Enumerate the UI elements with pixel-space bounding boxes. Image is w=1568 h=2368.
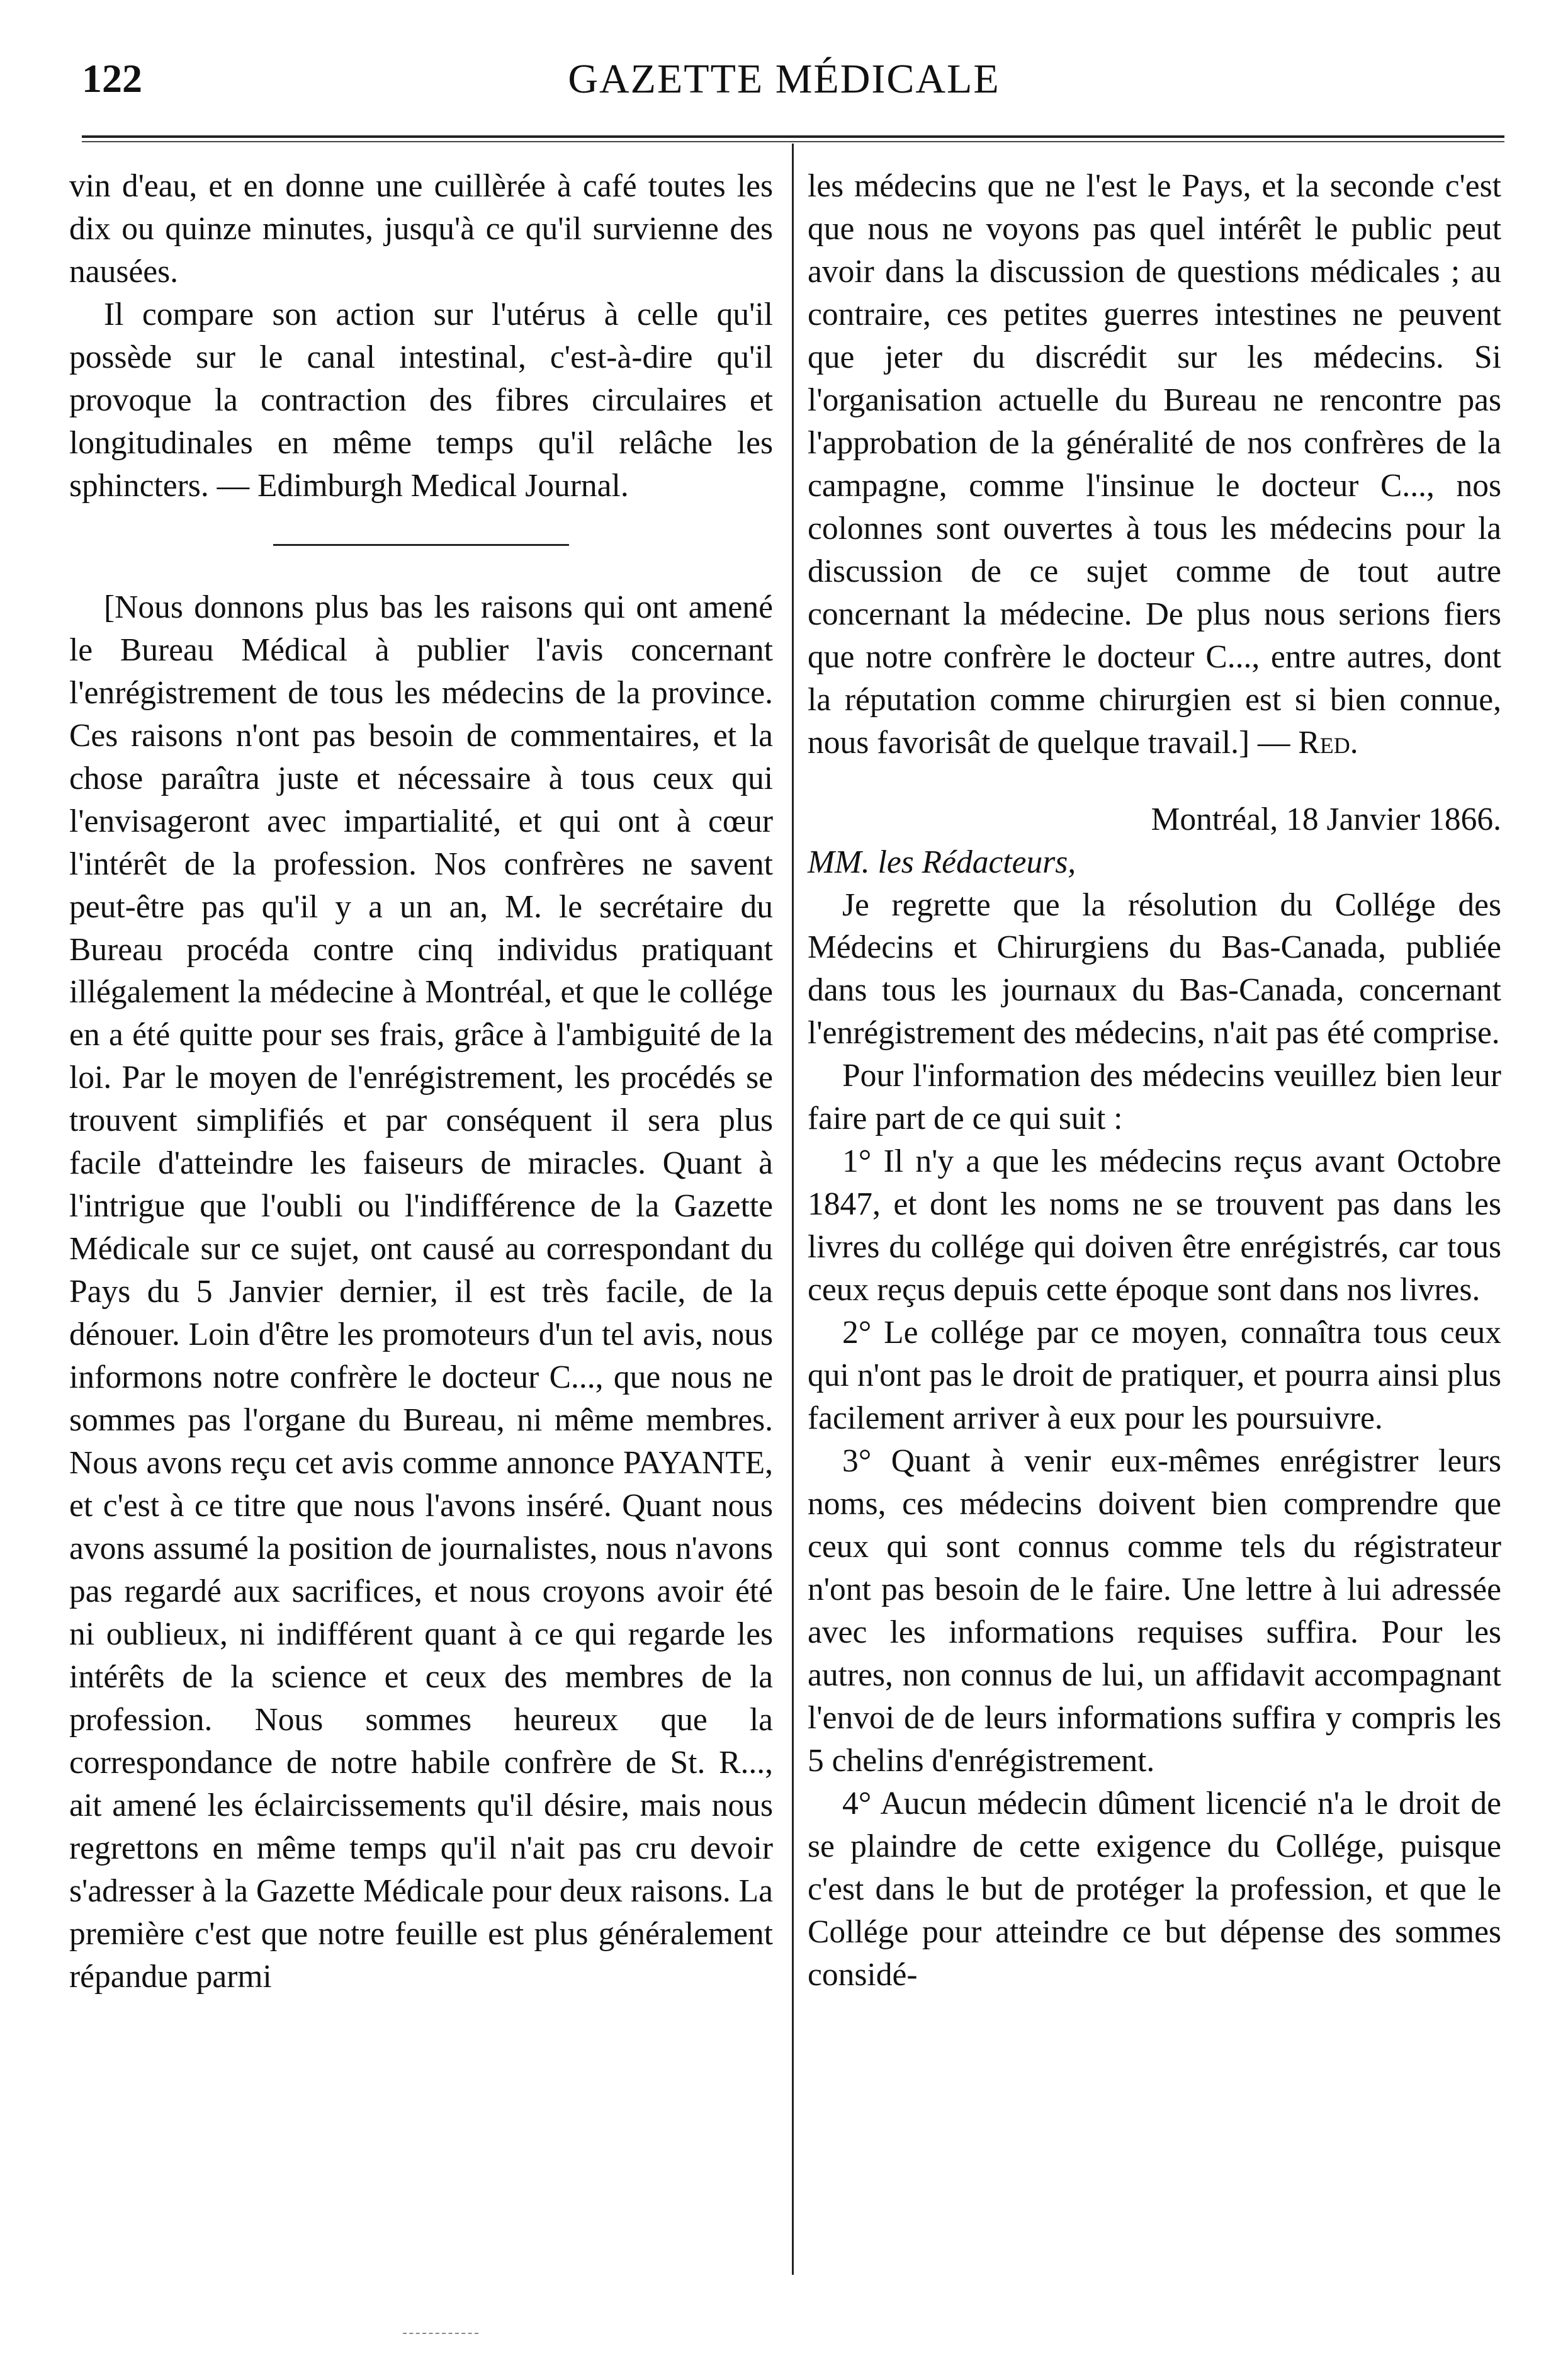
footer-mark xyxy=(403,2333,478,2334)
running-title: GAZETTE MÉDICALE xyxy=(568,56,1000,102)
numbered-item: 4° Aucun médecin dûment licencié n'a le droit de se plaindre de cette exigence du Collége, puisque c'est dans le but de protéger la profession, et que le Collége pour atteindre ce but dépense des sommes considé- xyxy=(808,1785,1501,1993)
left-column xyxy=(69,165,773,1998)
editor-signature: Red. xyxy=(1298,724,1358,761)
paragraph: Je regrette que la résolution du Collége des Médecins et Chirurgiens du Bas-Canada, publiée dans tous les journaux du Bas-Canada, concernant l'enrégistrement des médecins, n'ait pas été comprise. xyxy=(808,887,1501,1051)
numbered-item: 3° Quant à venir eux-mêmes enrégistrer leurs noms, ces médecins doivent bien comprendre que ceux qui sont connus comme tels du régistrateur n'ont pas besoin de le faire. Une lettre à lui adressée avec les informations requises suffira. Pour les autres, non connus de lui, un affidavit accompagnant l'envoi de de leurs informations suffira y compris les 5 chelins d'enrégistrement. xyxy=(808,1443,1501,1779)
editorial-note: [Nous donnons plus bas les raisons qui ont amené le Bureau Médical à publier l'avis concernant l'enrégistrement de tous les médecins de la province. Ces raisons n'ont pas besoin de commentaires, et la chose paraîtra juste et nécessaire à tous ceux qui l'envisageront avec impartialité, et qui ont à cœur l'intérêt de la profession. Nos confrères ne savent peut-être pas qu'il y a un an, M. le secrétaire du Bureau procéda contre cinq individus pratiquant illégalement la médecine à Montréal, et que le collége en a été quitte pour ses frais, grâce à l'ambiguité de la loi. Par le moyen de l'enrégistrement, les procédés se trouvent simplifiés et par conséquent il sera plus facile d'atteindre les faiseurs de miracles. Quant à l'intrigue que l'oubli ou l'indifférence de la Gazette Médicale sur ce sujet, ont causé au correspondant du Pays du 5 Janvier dernier, il est très facile, de la dénouer. Loin d'être les promoteurs d'un tel avis, nous informons notre confrère le docteur C..., que nous ne sommes pas l'organe du Bureau, ni même membres. Nous avons reçu cet avis comme annonce PAYANTE, et c'est à ce titre que nous l'avons inséré. Quant nous avons assumé la position de journalistes, nous n'avons pas regardé aux sacrifices, et nous croyons avoir été ni oublieux, ni indifférent quant à ce qui regarde les intérêts de la science et ceux des membres de la profession. Nous sommes heureux que la correspondance de notre habile confrère de St. R..., ait amené les éclaircissements qu'il désire, mais nous regrettons en même temps qu'il n'ait pas cru devoir s'adresser à la Gazette Médicale pour deux raisons. La première c'est que notre feuille est plus généralement répandue parmi xyxy=(69,589,773,1995)
header-rule xyxy=(82,135,1504,138)
paragraph: Pour l'information des médecins veuillez bien leur faire part de ce qui suit : xyxy=(808,1058,1501,1137)
column-divider xyxy=(792,144,794,2275)
numbered-item: 1° Il n'y a que les médecins reçus avant Octobre 1847, et dont les noms ne se trouvent pas dans les livres du collége qui doiven être enrégistrés, car tous ceux reçus depuis cette époque sont dans nos livres. xyxy=(808,1143,1501,1308)
right-column xyxy=(808,165,1501,1997)
section-rule xyxy=(273,544,569,546)
editorial-note-continued xyxy=(808,165,1501,764)
paragraph: Il compare son action sur l'utérus à celle qu'il possède sur le canal intestinal, c'est-à-dire qu'il provoque la contraction des fibres circulaires et longitudinales en même temps qu'il relâche les sphincters. — Edimburgh Medical Journal. xyxy=(69,296,773,504)
paragraph: vin d'eau, et en donne une cuillèrée à café toutes les dix ou quinze minutes, jusqu'à ce qu'il survienne des nausées. xyxy=(69,168,773,290)
paragraph-text: les médecins que ne l'est le Pays, et la seconde c'est que nous ne voyons pas quel intérêt le public peut avoir dans la discussion de questions médicales ; au contraire, ces petites guerres intestines ne peuvent que jeter du discrédit sur les médecins. Si l'organisation actuelle du Bureau ne rencontre pas l'approbation de la généralité de nos confrères de la campagne, comme l'insinue le docteur C..., nos colonnes sont ouvertes à tous les médecins pour la discussion de ce sujet comme de tout autre concernant la médecine. De plus nous serions fiers que notre confrère le docteur C..., entre autres, dont la réputation comme chirurgien est si bien connue, nous favorisât de quelque travail.] — xyxy=(808,168,1501,761)
page-number: 122 xyxy=(82,56,142,101)
numbered-item: 2° Le collége par ce moyen, connaîtra tous ceux qui n'ont pas le droit de pratiquer, et pourra ainsi plus facilement arriver à eux pour les poursuivre. xyxy=(808,1315,1501,1437)
header-rule-thin xyxy=(82,141,1504,142)
salutation: MM. les Rédacteurs, xyxy=(808,844,1076,880)
dateline: Montréal, 18 Janvier 1866. xyxy=(1151,801,1501,837)
